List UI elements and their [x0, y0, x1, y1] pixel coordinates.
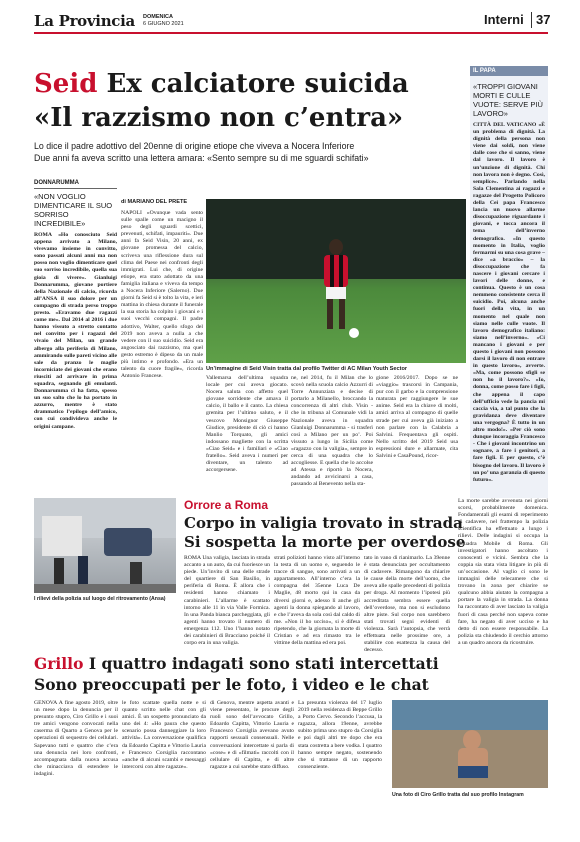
- grillo-body-col-4: La presunta violenza del 17 luglio 2019 nella residenza di Beppe Grillo a Porto Cervo. Secondo l’accusa, la ragazza, allora 19enne, avrebbe subito prima uno stupro da Corsiglia e poi dagli altri tre dopo che era stata costretta a bere vodka. I quattro hanno sempre negato, sostenendo che si trattasse di un rapporto consenziente.: [298, 700, 382, 770]
- papa-body: CITTÀ DEL VATICANO «È un problema di dignità. La dignità della persona non viene dai soldi, non viene dalle cose che si sanno, viene dal lavoro. Il lavoro è un’unzione di dignità. Chi non lavora non è degno. Così, semplice». Parlando nella Sala Clementina ai ragazzi e ragazze del Progetto Policoro della Cei papa Francesco lancia un nuovo allarme disoccupazione riguardante i giovani, e tocca ancora il tema dell’inverno demografico. «In questo momento in Italia, voglio fermarmi su una cosa grave – dice «a braccio» – la disoccupazione che fa nascere i giovani cercare i lavori delle donne, e continua. Questo è un cosa nemmeno consistente cerca il suicidio. Poi, alcuna anche fuori della vita, in un momento nel quale non siamo nelle culle vuote. Il lavoro demografico italiano: siamo nell’inverno». «Ci mancano i giovani e per questo i giovani non possono darsi il lavoro di non entrare in questo lavoro», avverte. «Ma, come possono sfigli se non ho il lavoro?». «Io, donna, come posso fare i figli, che appena il capo dell’ufficio vede la pancia mi caccia via, a tal punto che la gravidanza deve diventare una vergogna? È tutto in un altro modo!». «Per ciò sono dunque incoraggia Francesco - Che i giovani incontrino un sognare, a fare i genitori, a fare figli. E per questo, c’è bisogno del lavoro. Il lavoro è un po’ una garanzia di questo futuro».: [473, 122, 545, 483]
- section-divider: [531, 12, 532, 28]
- donnarumma-box: [34, 180, 117, 488]
- grillo-headline-1: [34, 654, 439, 673]
- main-headline-line-1: Ex calciatore suicida: [106, 69, 409, 99]
- masthead: [0, 0, 580, 33]
- orrore-body-col-4: La morte sarebbe avvenuta nei giorni scorsi, probabilmente domenica. Fondamentali gli esami di reperimento di cadavere, nel frattempo la polizia scientifica ha effettuato a lungo i rilievi. Delle indagini si occupa la Squadra Mobile di Roma. Gli investigatori hanno ascoltato i conoscenti e vicini. Sembra che la coppia sia stata vista litigare in più di un’occasione. Al vaglio ci sono le immagini delle telecamere che si trovano in zona per chiarire se qualcuno abbia aiutato la compagna a portare la valigia in strada. La donna ha raccontato di aver lasciato la valigia fuori di casa perché non sapeva come fare, ha negato di aver ucciso e ha detto di non essere responsabile. La polizia sta chiudendo il cerchio attorno a un quadro ancora da ricostruire.: [458, 498, 548, 646]
- seid-photo: [206, 199, 466, 363]
- orrore-photo-caption: I rilievi della polizia sul luogo del ritrovamento (Ansa): [34, 596, 166, 602]
- orrore-headline-2: Si sospetta la morte per overdose: [184, 533, 466, 551]
- main-body-col-4: gione 2016/2017. Dopo se ne «viaggio» trascorsi in Campania, pur con il garbo e la comprensione maturata per raggiungere le sue anime. Seid era la chiave di molti, amici arriva al compagno di quelle strade per cui aveva già iniziato a non parlare con la Calabria a Salvini. Frequentava gli ospiti. Nello scritto del 2019 Seid usa espressioni dure e allarmate, cita Salvini e CasaPound, ricor-: [376, 375, 458, 460]
- grillo-body-col-3: di Genova, mentre aspetta avanti e viene presentato, le procure degli ruoli sono dell’avvocato Grillo, Edoardo Capitta, Vittorio Lauria e Francesco Corsiglia avevano avuto rapporti sessuali consensuali. Nelle conversazioni intercettate si parla di «cose» e di «filmati» raccolti con il cellulare di Capitta, e di altre ragazze a cui sarebbe stato diffuso.: [210, 700, 294, 770]
- papa-label: IL PAPA: [470, 66, 548, 76]
- masthead-date: 6 GIUGNO 2021: [143, 21, 184, 27]
- grillo-photo-image: [392, 700, 548, 788]
- orrore-body-col-3: tato in vano di rianimarlo. La 39enne è stata denunciata per occultamento di cadavere. Rimangono da chiarire le cause della morte dell’uomo, che aveva alle spalle precedenti di polizia per droga. Al momento l’ipotesi più accreditata sembra essere quella dell’overdose, ma non si escludono altre piste. Sul corpo non sarebbero stati trovati segni evidenti di violenza. Sarà l’autopsia, che verrà effettuata nelle prossime ore, a stabilire con esattezza la causa del decesso.: [364, 555, 450, 654]
- byline: di MARIANO DEL PRETE: [121, 199, 188, 205]
- grillo-photo-caption: Una foto di Ciro Grillo tratta dal suo profilo Instagram: [392, 792, 524, 798]
- donnarumma-label: DONNARUMMA: [34, 180, 117, 189]
- grillo-body-col-2: le foto scattate quella notte e si quanto scritto nelle chat con gli amici. È un sospetto pronunciato da uno dei 4: «Ho paura che questo scenario possa danneggiare la loro attività». La conversazione qualifica da Edoardo Capitta e Vittorio Lauria e Francesco Corsiglia raccontano «anche di alcuni scambi e messaggi intercorsi con altre ragazze».: [122, 700, 206, 770]
- main-body-col-1: NAPOLI «Ovunque vada sento sulle spalle come un macigno il peso degli sguardi scettici, prevenuti, schifati, impauriti». Due anni fa Seid Visin, 20 anni, ex giovane promessa del calcio, scriveva una riflessione dura sul clima del Paese nei confronti degli immigrati. Lui che, di origine etiope, era stato adottato da una famiglia italiana e viveva da tempo a Nocera Inferiore (Salerno). Due giorni fa Seid si è tolto la vita, e ieri mattina in chiesa durante il funerale la sua storia ha colpito i giovani e i suoi vecchi compagni. Il padre adottivo, Walter, quello sfogo del 2019 non aveva a nulla a che vedere con il suo suicidio. Seid era angosciato dai razzismo, ma quel gesto estremo è dipeso da un male più intimo e profondo. «Era un talento da cuore fragile», ricorda Antonio Francese.: [121, 210, 203, 380]
- seid-photo-caption: Un’immagine di Seid Visin tratta dal profilo Twitter di AC Milan Youth Sector: [206, 366, 408, 372]
- main-headline: [34, 70, 464, 99]
- main-headline-line-2: «Il razzismo non c’entra»: [34, 103, 404, 133]
- papa-sidebar: [470, 66, 548, 498]
- main-kicker: Seid: [34, 69, 98, 99]
- orrore-body-col-1: ROMA Una valigia, lasciata in strada accanto a un auto, da cui fuoriesce un piede. Un’invito di una delle strade del quartiere di San Basilio, in periferia di Roma. È allora che i residenti hanno chiamato i carabinieri. L’allarme è scattato intorno alle 11 in via Valle Formica. In una Panda bianca parcheggiata, gli agenti hanno trovato il numero di emergenza 112. Uno l’hanno notato dei carabinieri di Bracciano poiché il corpo era in una valigia.: [184, 555, 270, 647]
- orrore-headline-1: Corpo in valigia trovato in strada: [184, 514, 463, 532]
- masthead-day: DOMENICA: [143, 14, 173, 20]
- papa-quote: «TROPPI GIOVANI MORTI E CULLE VUOTE: SERVE PIÙ LAVORO»: [473, 82, 543, 118]
- main-body-col-3: ne, nel 2014, fu il Milan che lo scovò nella scuola calcio Azzurri di Torre Annunziata e decise di portarlo a Milanello, broccando la concorrenza di altri club. Visin - che in tribuna al Comunale vidi la Nazionale aveva in squadra Gianluigi Donnarumma - si trasferì così a Milano per un po’. Poi vissuto a lungo in Sicilia come «ragazzo con la valigia», sempre in cerca di una squadra che lo accogliesse. E quella che lo accolse ad Atessa e riportò la Nocera, andando ad avvicinarsi a casa, passando al Benevento nella sta-: [291, 375, 373, 488]
- grillo-body-col-1: GENOVA A fine agosto 2019, oltre un mese dopo la denuncia per il presunto stupro, Ciro Grillo e i suoi tre amici vengono convocati nella caserma di Quarto a Genova per le operazioni di sequestro dei cellulari. Sapevano tutti e quattro che c’era una denuncia nei loro confronti, accompagnata dalla nuova accusa che minacciava di estendere le indagini.: [34, 700, 118, 777]
- masthead-rule: [34, 32, 548, 34]
- orrore-body-col-2: strati polizioti hanno visto all’interno la testa di un uomo e, seguendo le tracce di sangue, sono arrivati a un appartamento. All’interno c’era la compagna del 35enne Luca De Maglie, 48 morto qui in casa da diversi giorni e, adesso lì anche gli agenti la donna spiegando al lavoro, e che l’aveva da sola così dal caldo di me. «Non il ho ucciso», si è difesa ripetendo, che la giornata la morte di Cristian e ad era rimasto tra le vittime della mattina ed era poi.: [274, 555, 360, 647]
- main-body-col-2: Vallemarsa dell’ultima squadra locale per cui aveva giocato. Nocera saluta con affetto quel giovane sorridente che amava il calcio, il ballo e il canto. La chiesa gremita per l’ultimo saluto, e il vescovo Monsignor Giuseppe Giudice, presidente di ciò ci hanno Manlio Torquato, gli amici indossano magliette con la scritta «Ciao Seid» e i familiari e «Ciao fratello». Seid aveva i numeri per diventare, un talento ad accorgersene.: [206, 375, 288, 474]
- orrore-photo: [34, 498, 176, 593]
- grillo-headline-line-1: I quattro indagati sono stati intercettati: [88, 654, 439, 673]
- seid-photo-image: [206, 199, 466, 363]
- grillo-headline-2: Sono preoccupati per le foto, i video e le chat: [34, 675, 429, 694]
- section-title: Interni: [484, 12, 524, 27]
- orrore-kicker: Orrore a Roma: [184, 498, 269, 512]
- main-subhead-2: Due anni fa aveva scritto una lettera amara: «Sento sempre su di me sguardi schifati»: [34, 153, 369, 163]
- orrore-photo-image: [34, 498, 176, 593]
- grillo-kicker: Grillo: [34, 654, 84, 673]
- masthead-logo: La Provincia: [34, 12, 135, 30]
- donnarumma-body: ROMA «Ho conosciuto Seid appena arrivato a Milano, vivevamo insieme in convitto, sono passati alcuni anni ma non posso non voglio dimenticare quel suo sorriso incredibile, quella sua gioia di vivere». Gianluigi Donnarumma, giovane portiere della Nazionale di calcio, ricorda all’ANSA il suo dolore per un compagno di strada perso troppo presto. «Eravamo due ragazzi come me». Dal 2014 al 2016 i due hanno vissuto a stretto contatto nel convitto per i ragazzi del vivaio del Milan, un grande albergo alla periferia di Milano, ammirando sulle pareti vicino alle sale da pranzo le maglie incorniciate dei giovani che erano riusciti ad arrivare in prima squadra, segnando gli emulanti. Donnarumma ci ha fatta, spesso un suo salto che lo ha portato in azzurro, mentre è stato drammatico l’epilogo dell’amico, con cui condivideva anche le origini campane.: [34, 232, 117, 430]
- donnarumma-quote: «NON VOGLIO DIMENTICARE IL SUO SORRISO INCREDIBILE»: [34, 192, 113, 228]
- main-subhead-1: Lo dice il padre adottivo del 20enne di origine etiope che viveva a Nocera Inferiore: [34, 141, 355, 151]
- grillo-photo: [392, 700, 548, 788]
- page-number: 37: [536, 12, 551, 27]
